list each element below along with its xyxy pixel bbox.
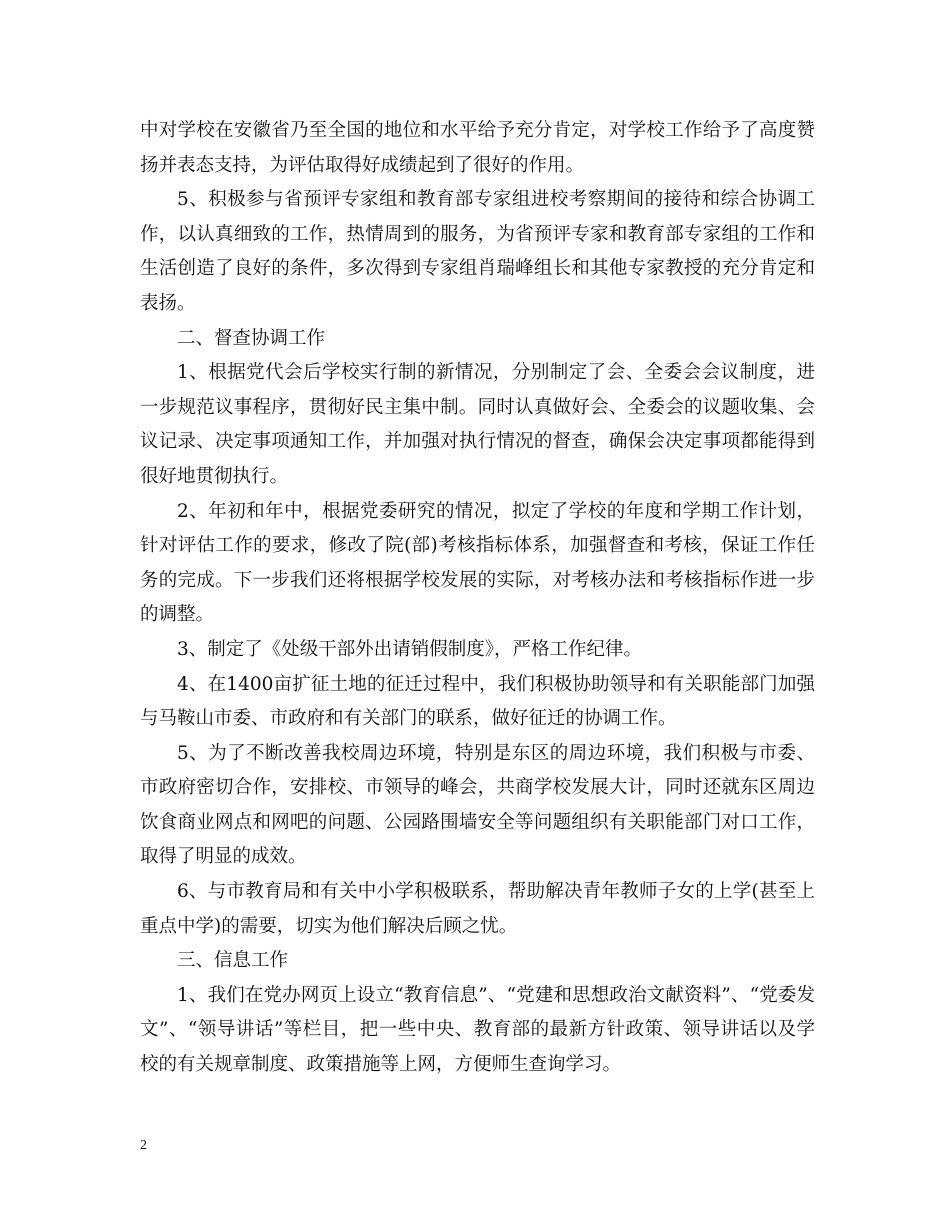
paragraph-item-5-surroundings: 5、为了不断改善我校周边环境，特别是东区的周边环境，我们积极与市委、市政府密切合作，安排校、市领导的峰会，共商学校发展大计，同时还就东区周边饮食商业网点和网吧的问题、公园路围墙安全等问题组织有关职能部门对口工作，取得了明显的成效。 (140, 742, 815, 868)
section-heading-supervision: 二、督查协调工作 (177, 327, 326, 349)
paragraph-item-2-work-plan: 2、年初和年中，根据党委研究的情况，拟定了学校的年度和学期工作计划，针对评估工作的要求，修改了院(部)考核指标体系，加强督查和考核，保证工作任务的完成。下一步我们还将根据学校发展的实际，对考核办法和考核指标作进一步的调整。 (140, 500, 815, 626)
paragraph-item-4-land-acquisition: 4、在1400亩扩征土地的征迁过程中，我们积极协助领导和有关职能部门加强与马鞍山市委、市政府和有关部门的联系，做好征迁的协调工作。 (140, 673, 815, 730)
paragraph-item-5-expert-reception: 5、积极参与省预评专家组和教育部专家组进校考察期间的接待和综合协调工作，以认真细致的工作，热情周到的服务，为省预评专家和教育部专家组的工作和生活创造了良好的条件，多次得到专家组肖瑞峰组长和其他专家教授的充分肯定和表扬。 (140, 189, 815, 314)
paragraph-item-6-education-bureau: 6、与市教育局和有关中小学积极联系，帮助解决青年教师子女的上学(甚至上重点中学)的需要，切实为他们解决后顾之忧。 (140, 881, 815, 937)
paragraph-continuation: 中对学校在安徽省乃至全国的地位和水平给予充分肯定，对学校工作给予了高度赞扬并表态支持，为评估取得好成绩起到了很好的作用。 (140, 120, 815, 176)
section-heading-information: 三、信息工作 (177, 950, 289, 972)
page-number: 2 (140, 1138, 147, 1153)
body-text (140, 114, 815, 1083)
paragraph-item-1-meeting-system: 1、根据党代会后学校实行制的新情况，分别制定了会、全委会会议制度，进一步规范议事程序，贯彻好民主集中制。同时认真做好会、全委会的议题收集、会议记录、决定事项通知工作，并加强对执行情况的督查，确保会决定事项都能得到很好地贯彻执行。 (140, 362, 815, 487)
paragraph-item-3-leave-system: 3、制定了《处级干部外出请销假制度》，严格工作纪律。 (177, 638, 643, 660)
paragraph-item-1-webpage: 1、我们在党办网页上设立“教育信息”、“党建和思想政治文献资料”、“党委发文”、“领导讲话”等栏目，把一些中央、教育部的最新方针政策、领导讲话以及学校的有关规章制度、政策措施等上网，方便师生查询学习。 (140, 984, 815, 1076)
